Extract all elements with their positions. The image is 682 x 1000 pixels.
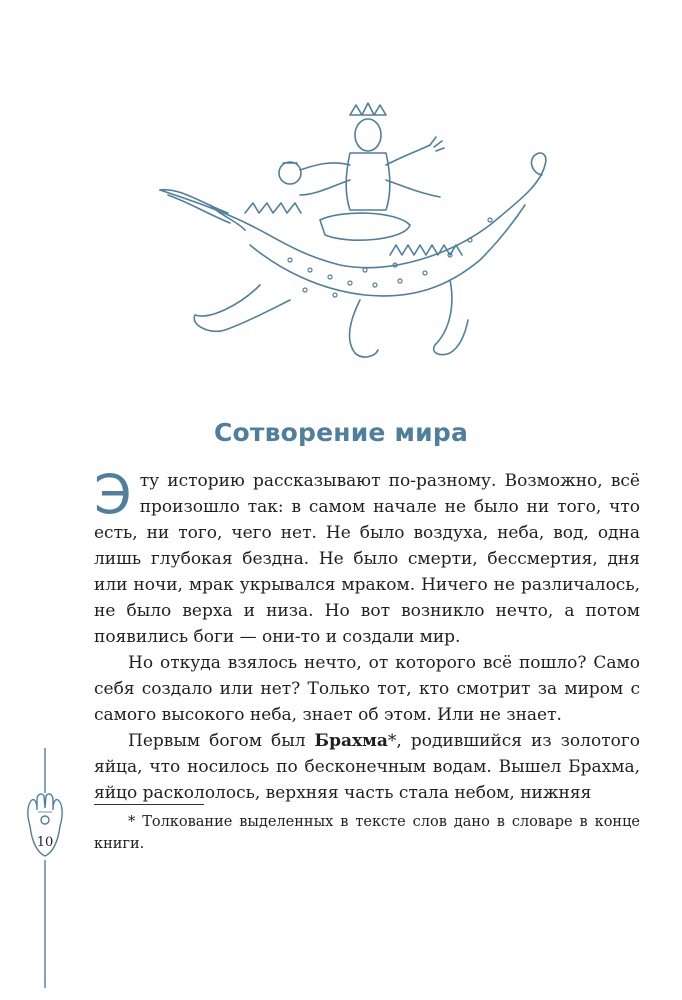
paragraph-3-end: , родившийся из золотого яйца, что носилось по бесконечным водам. Вышел Брахма, яйцо раскололось, верхняя часть стала небом, нижняя <box>94 731 640 803</box>
page-number: 10 <box>36 835 54 850</box>
footnote-divider <box>94 804 204 805</box>
paragraph-1 <box>94 463 640 650</box>
body-text <box>94 463 640 806</box>
hamsa-hand-icon <box>20 748 70 988</box>
brahma-on-crocodile-illustration <box>150 95 570 380</box>
paragraph-1-text: ту историю рассказывают по-разному. Возможно, всё произошло так: в самом начале не было ни того, что есть, ни того, чего нет. Не было воздуха, неба, вод, одна лишь глубокая бездна. Не было смерти, бессмертия, дня или ночи, мрак укрывался мраком. Ничего не различалось, не было верха и низа. Но вот возникло нечто, а потом появились боги — они-то и создали мир. <box>94 471 640 647</box>
paragraph-2: Но откуда взялось нечто, от которого всё пошло? Само себя создало или нет? Только тот, кто смотрит за миром с самого высокого неба, знает об этом. Или не знает. <box>94 653 640 725</box>
footnote: * Толкование выделенных в тексте слов дано в словаре в конце книги. <box>94 814 640 852</box>
paragraph-3-start: Первым богом был <box>128 731 315 751</box>
glossary-term-brahma: Брахма <box>314 731 388 751</box>
drop-cap: Э <box>94 463 132 526</box>
footnote-marker: * <box>387 731 397 751</box>
chapter-title: Сотворение мира <box>213 418 469 447</box>
paragraph-3 <box>94 728 640 806</box>
